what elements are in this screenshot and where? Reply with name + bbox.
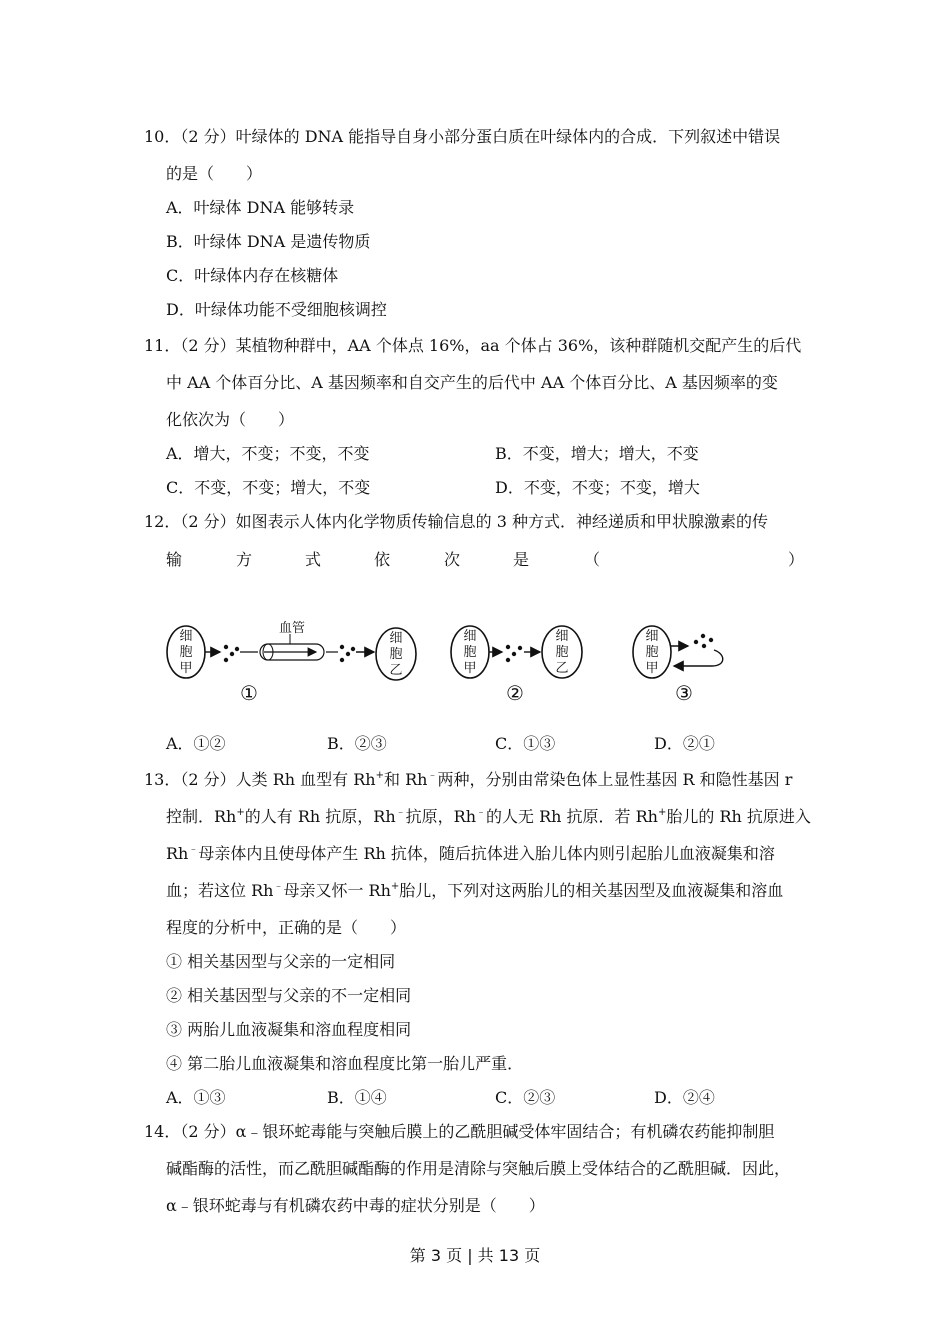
molecule-dot bbox=[351, 647, 355, 651]
q11-option-d: D．不变，不变；不变，增大 bbox=[495, 478, 700, 497]
molecule-dot bbox=[230, 652, 234, 656]
q12-option-c: C．①③ bbox=[495, 734, 556, 753]
q12-word: 依 bbox=[374, 550, 391, 569]
cell-a-char: 胞 bbox=[463, 645, 477, 660]
q13-line3: Rh﹣母亲体内且使母体产生 Rh 抗体，随后抗体进入胎儿体内则引起胎儿血液凝集和溶 bbox=[166, 843, 775, 863]
q10-line2: 的是（ ） bbox=[166, 164, 263, 183]
q13-option-d: D．②④ bbox=[654, 1088, 715, 1107]
q12-line2 bbox=[0, 550, 950, 570]
q10-option-c: C．叶绿体内存在核糖体 bbox=[166, 266, 339, 285]
q11-option-c: C．不变，不变；增大，不变 bbox=[166, 478, 371, 497]
cell-a-char: 细 bbox=[645, 629, 659, 644]
q12-word: （ bbox=[584, 550, 601, 569]
cell-a-char: 细 bbox=[179, 629, 193, 644]
cell-a-char: 甲 bbox=[179, 661, 193, 676]
panel-number: ② bbox=[506, 681, 524, 705]
q13-line4: 血；若这位 Rh﹣母亲又怀一 Rh+胎儿，下列对这两胎儿的相关基因型及血液凝集和溶血 bbox=[166, 880, 784, 900]
q10-option-d: D．叶绿体功能不受细胞核调控 bbox=[166, 300, 387, 319]
q14-line2: 碱酯酶的活性，而乙酰胆碱酯酶的作用是清除与突触后膜上受体结合的乙酰胆碱．因此， bbox=[166, 1159, 791, 1178]
q10-option-b: B．叶绿体 DNA 是遗传物质 bbox=[166, 232, 371, 251]
q12-word: 式 bbox=[305, 550, 322, 569]
signal-transmission-diagram bbox=[160, 610, 740, 710]
q10-option-a: A．叶绿体 DNA 能够转录 bbox=[166, 198, 355, 217]
q12-word: ） bbox=[788, 550, 805, 569]
molecule-dot bbox=[512, 652, 516, 656]
molecule-dot bbox=[340, 658, 344, 662]
q13-option-a: A．①③ bbox=[166, 1088, 226, 1107]
q12-option-d: D．②① bbox=[654, 734, 715, 753]
cell-a-char: 细 bbox=[463, 629, 477, 644]
q14-line1: 14．（2 分）α﹣银环蛇毒能与突触后膜上的乙酰胆碱受体牢固结合；有机磷农药能抑制胆 bbox=[144, 1122, 775, 1141]
q12-option-a: A．①② bbox=[166, 734, 226, 753]
cell-a-char: 胞 bbox=[179, 645, 193, 660]
molecule-dot bbox=[702, 644, 706, 648]
panel-number: ① bbox=[240, 681, 258, 705]
cell-b-char: 乙 bbox=[555, 661, 569, 676]
return-arrow bbox=[674, 650, 723, 666]
cell-b-char: 乙 bbox=[389, 663, 403, 678]
q13-line5: 程度的分析中，正确的是（ ） bbox=[166, 918, 407, 937]
molecule-dot bbox=[694, 640, 698, 644]
cell-b-char: 细 bbox=[389, 631, 403, 646]
q10-line1: 10．（2 分）叶绿体的 DNA 能指导自身小部分蛋白质在叶绿体内的合成．下列叙述中错误 bbox=[144, 127, 781, 146]
molecule-dot bbox=[235, 647, 239, 651]
panel-2 bbox=[451, 626, 582, 705]
panel-1 bbox=[167, 621, 416, 705]
cell-b-char: 胞 bbox=[389, 647, 403, 662]
q12-option-b: B．②③ bbox=[327, 734, 387, 753]
molecule-dot bbox=[701, 634, 705, 638]
q12-word: 是 bbox=[513, 550, 530, 569]
cell-b-char: 胞 bbox=[555, 645, 569, 660]
q12-word: 输 bbox=[166, 550, 183, 569]
page-footer: 第 3 页 | 共 13 页 bbox=[409, 1246, 541, 1265]
q11-option-a: A．增大，不变；不变，不变 bbox=[166, 444, 370, 463]
molecule-dot bbox=[224, 658, 228, 662]
q11-option-b: B．不变，增大；增大，不变 bbox=[495, 444, 699, 463]
molecule-dot bbox=[224, 645, 228, 649]
molecule-dot bbox=[340, 645, 344, 649]
q12-line1: 12．（2 分）如图表示人体内化学物质传输信息的 3 种方式．神经递质和甲状腺激素的传 bbox=[144, 512, 768, 531]
q13-option-c: C．②③ bbox=[495, 1088, 556, 1107]
panel-3 bbox=[633, 626, 723, 705]
q13-statement-2: ② 相关基因型与父亲的不一定相同 bbox=[166, 986, 412, 1005]
cell-a-char: 甲 bbox=[645, 661, 659, 676]
q12-word: 方 bbox=[236, 550, 253, 569]
panel-number: ③ bbox=[675, 681, 693, 705]
molecule-dot bbox=[709, 638, 713, 642]
q13-line2: 控制．Rh+的人有 Rh 抗原，Rh﹣抗原，Rh﹣的人无 Rh 抗原．若 Rh+胎儿的 Rh 抗原进入 bbox=[166, 806, 811, 826]
molecule-dot bbox=[506, 645, 510, 649]
q11-line3: 化依次为（ ） bbox=[166, 410, 295, 429]
q11-line2: 中 AA 个体百分比、A 基因频率和自交产生的后代中 AA 个体百分比、A 基因频率的变 bbox=[166, 373, 778, 392]
q12-word: 次 bbox=[444, 550, 461, 569]
q11-line1: 11．（2 分）某植物种群中，AA 个体点 16%，aa 个体占 36%，该种群随机交配产生的后代 bbox=[144, 336, 802, 355]
q13-statement-1: ① 相关基因型与父亲的一定相同 bbox=[166, 952, 396, 971]
vessel-label: 血管 bbox=[278, 621, 306, 636]
molecule-dot bbox=[346, 652, 350, 656]
q13-statement-4: ④ 第二胎儿血液凝集和溶血程度比第一胎儿严重． bbox=[166, 1054, 524, 1073]
cell-a-char: 甲 bbox=[463, 661, 477, 676]
q13-statement-3: ③ 两胎儿血液凝集和溶血程度相同 bbox=[166, 1020, 412, 1039]
q13-line1: 13．（2 分）人类 Rh 血型有 Rh+和 Rh﹣两种，分别由常染色体上显性基因 R 和隐性基因 r bbox=[144, 769, 793, 789]
cell-b-char: 细 bbox=[555, 629, 569, 644]
q14-line3: α﹣银环蛇毒与有机磷农药中毒的症状分别是（ ） bbox=[166, 1196, 545, 1215]
molecule-dot bbox=[518, 646, 522, 650]
molecule-dot bbox=[506, 658, 510, 662]
q13-option-b: B．①④ bbox=[327, 1088, 387, 1107]
cell-a-char: 胞 bbox=[645, 645, 659, 660]
